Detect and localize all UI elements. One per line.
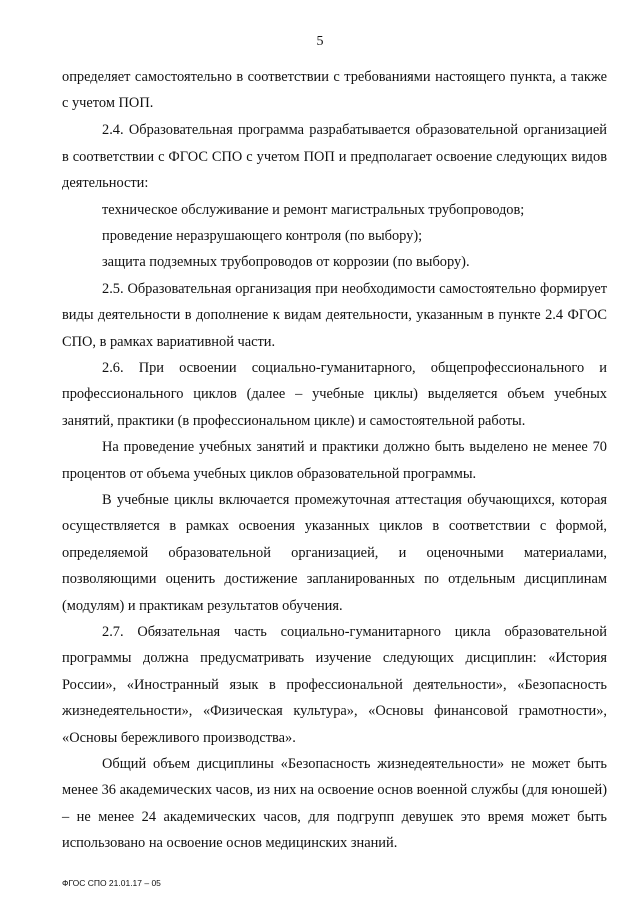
footer-document-code: ФГОС СПО 21.01.17 – 05: [62, 878, 161, 888]
paragraph-continuation: определяет самостоятельно в соответствии с требованиями настоящего пункта, а также с учетом ПОП.: [62, 69, 607, 112]
paragraph-practice-share: На проведение учебных занятий и практики должно быть выделено не менее 70 процентов от объема учебных циклов образовательной программы.: [62, 439, 607, 482]
list-item-activity-2: проведение неразрушающего контроля (по выбору);: [102, 227, 423, 244]
paragraph-life-safety-hours: Общий объем дисциплины «Безопасность жизнедеятельности» не может быть менее 36 академических часов, из них на освоение основ военной службы (для юношей) – не менее 24 академических часов, для подгрупп девушек это время может быть использовано на освоение основ медицинских знаний.: [62, 756, 607, 852]
page-number: 5: [316, 34, 324, 49]
paragraph-2-5: 2.5. Образовательная организация при необходимости самостоятельно формирует виды деятельности в дополнение к видам деятельности, указанным в пункте 2.4 ФГОС СПО, в рамках вариативной части.: [62, 280, 607, 350]
paragraph-attestation: В учебные циклы включается промежуточная аттестация обучающихся, которая осуществляется в рамках освоения указанных циклов в соответствии с формой, определяемой образовательной организацией, и оценочными материалами, позволяющими оценить достижение запланированных по отдельным дисциплинам (модулям) и практикам результатов обучения.: [62, 492, 607, 614]
paragraph-2-4: 2.4. Образовательная программа разрабатывается образовательной организацией в соответствии с ФГОС СПО с учетом ПОП и предполагает освоение следующих видов деятельности:: [62, 122, 607, 192]
list-item-activity-1: техническое обслуживание и ремонт магистральных трубопроводов;: [102, 201, 525, 218]
document-body: [62, 64, 607, 857]
list-item-activity-3: защита подземных трубопроводов от коррозии (по выбору).: [102, 254, 470, 271]
paragraph-2-6: 2.6. При освоении социально-гуманитарного, общепрофессионального и профессионального циклов (далее – учебные циклы) выделяется объем учебных занятий, практики (в профессиональном цикле) и самостоятельной работы.: [62, 359, 607, 429]
paragraph-2-7: 2.7. Обязательная часть социально-гуманитарного цикла образовательной программы должна предусматривать изучение следующих дисциплин: «История России», «Иностранный язык в профессиональной деятельности», «Безопасность жизнедеятельности», «Физическая культура», «Основы финансовой грамотности», «Основы бережливого производства».: [62, 624, 607, 746]
